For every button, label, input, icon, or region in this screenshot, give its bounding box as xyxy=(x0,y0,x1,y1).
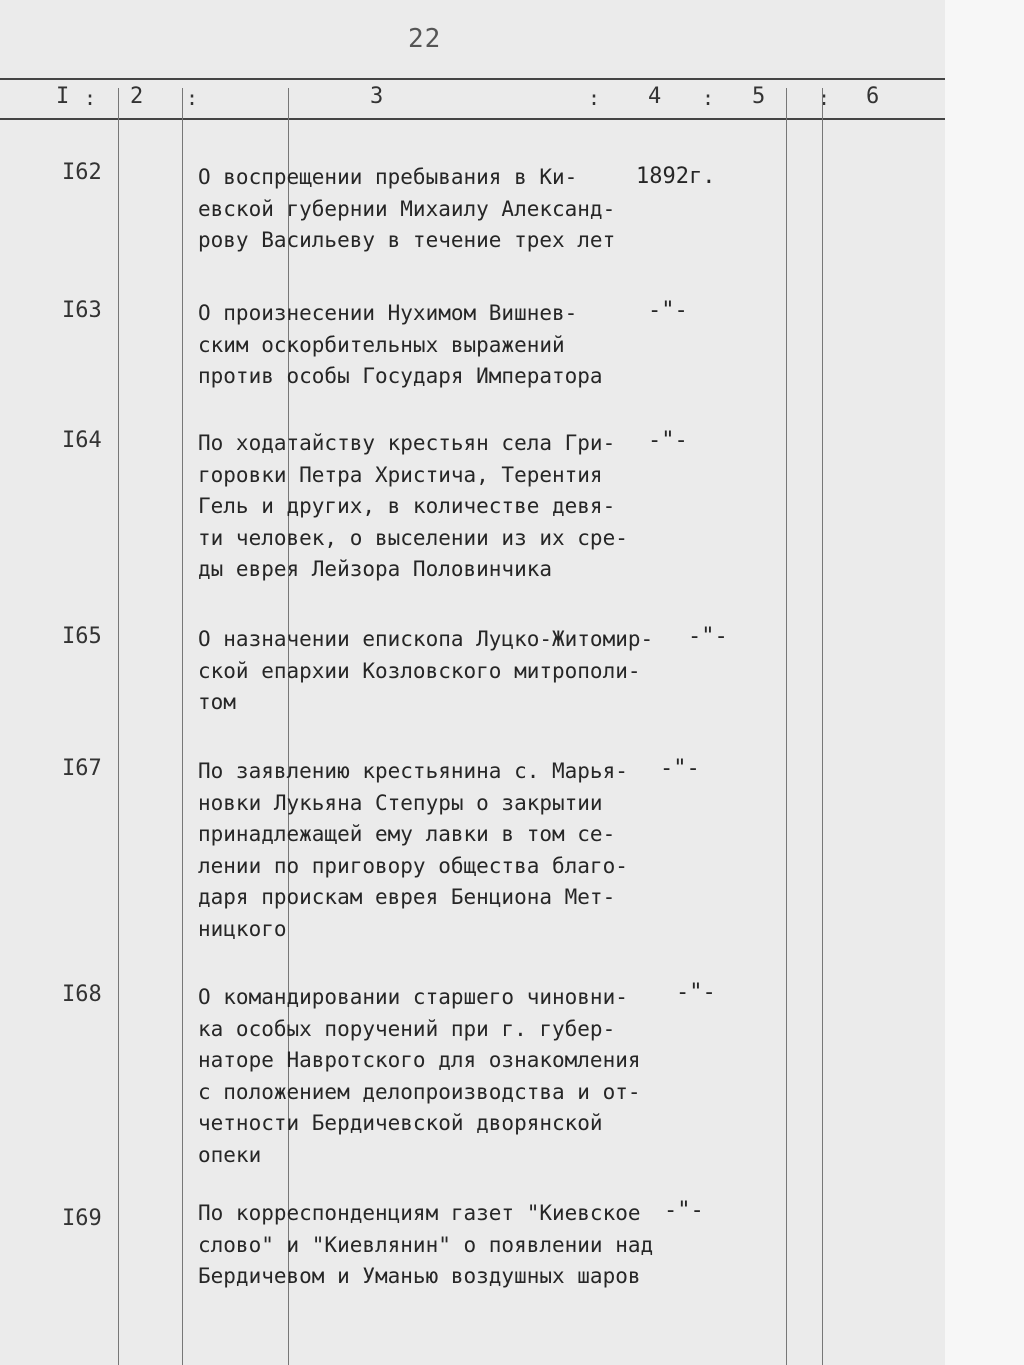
column-header-1: I xyxy=(56,84,70,109)
entry-number: I68 xyxy=(62,982,102,1007)
column-separator: : xyxy=(818,86,831,110)
column-rule xyxy=(786,88,787,1365)
background-edge xyxy=(945,0,1024,1365)
entry-date: -"- xyxy=(648,428,688,453)
column-rule xyxy=(118,88,119,1365)
entry-number: I67 xyxy=(62,756,102,781)
column-header-5: 5 xyxy=(752,84,766,109)
column-rule xyxy=(182,88,183,1365)
entry-date: 1892г. xyxy=(636,164,716,189)
page-number: 22 xyxy=(408,24,442,54)
column-rule xyxy=(288,88,289,1365)
column-separator: : xyxy=(702,86,715,110)
entry-number: I65 xyxy=(62,624,102,649)
entry-number: I63 xyxy=(62,298,102,323)
entry-title: О воспрещении пребывания в Ки- евской губернии Михаилу Александ- рову Васильеву в течение трех лет xyxy=(198,165,616,252)
entry-date: -"- xyxy=(664,1198,704,1223)
header-bottom-rule xyxy=(0,118,945,120)
column-header-2: 2 xyxy=(130,84,144,109)
column-header-3: 3 xyxy=(370,84,384,109)
entry-title: По заявлению крестьянина с. Марья- новки Лукьяна Степуры о закрытии принадлежащей ему лавки в том се- лении по приговору общества благо- даря проискам еврея Бенциона Мет- ницкого xyxy=(198,759,628,941)
entry-number: I62 xyxy=(62,160,102,185)
column-separator: : xyxy=(186,86,199,110)
column-rule xyxy=(822,88,823,1365)
entry-date: -"- xyxy=(660,756,700,781)
column-separator: : xyxy=(84,86,97,110)
entry-title: О назначении епископа Луцко-Житомир- ской епархии Козловского митрополи- том xyxy=(198,627,654,714)
column-separator: : xyxy=(588,86,601,110)
entry-title: По корреспонденциям газет "Киевское слово" и "Киевлянин" о появлении над Бердичевом и Уманью воздушных шаров xyxy=(198,1201,654,1288)
entry-title: По ходатайству крестьян села Гри- горовки Петра Христича, Терентия Гель и других, в количестве девя- ти человек, о выселении из их сре- ды еврея Лейзора Половинчика xyxy=(198,431,628,581)
column-header-6: 6 xyxy=(866,84,880,109)
entry-title: О произнесении Нухимом Вишнев- ским оскорбительных выражений против особы Государя Императора xyxy=(198,301,603,388)
entry-date: -"- xyxy=(648,298,688,323)
header-top-rule xyxy=(0,78,945,80)
entry-title: О командировании старшего чиновни- ка особых поручений при г. губер- наторе Навротского для ознакомления с положением делопроизводства и от- четности Бердичевской дворянской опеки xyxy=(198,985,641,1167)
entry-number: I64 xyxy=(62,428,102,453)
entry-date: -"- xyxy=(688,624,728,649)
column-header-4: 4 xyxy=(648,84,662,109)
entry-number: I69 xyxy=(62,1206,102,1231)
entry-date: -"- xyxy=(676,980,716,1005)
